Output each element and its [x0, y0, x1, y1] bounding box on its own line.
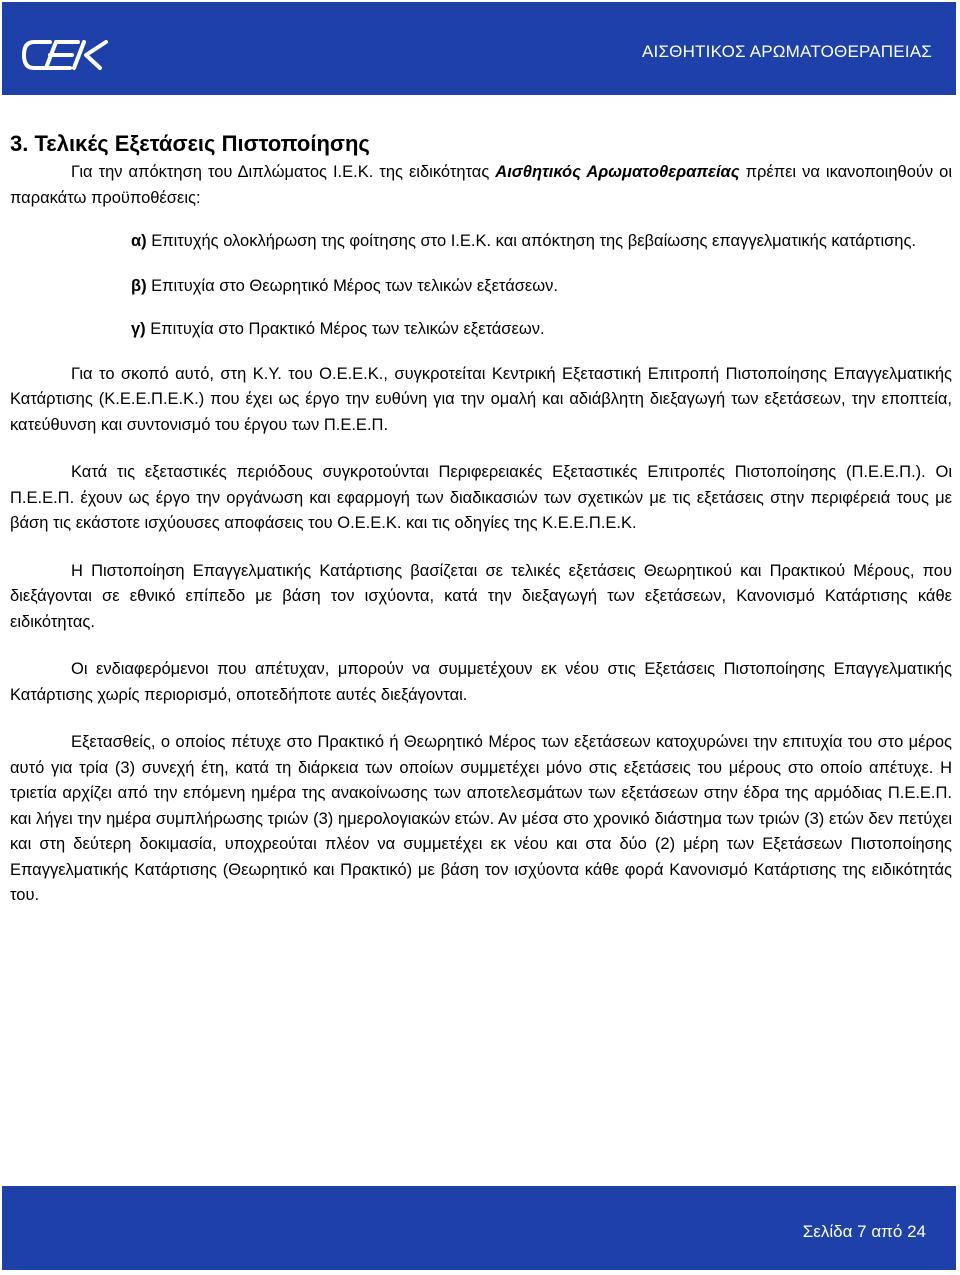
header-title: ΑΙΣΘΗΤΙΚΟΣ ΑΡΩΜΑΤΟΘΕΡΑΠΕΙΑΣ: [641, 42, 932, 61]
page-header: [0, 0, 958, 97]
list-marker: γ): [131, 320, 146, 338]
paragraph-regional-committees: Κατά τις εξεταστικές περιόδους συγκροτούνται Περιφερειακές Εξεταστικές Επιτροπές Πιστοποίησης (Π.Ε.Ε.Π.). Οι Π.Ε.Ε.Π. έχουν ως έργο την οργάνωση και εφαρμογή των διαδικασιών των σχετικών με τις εξετάσεις στην περιφέρειά τους με βάση τις εκάστοτε ισχύουσες αποφάσεις του Ο.Ε.Ε.Κ. και τις οδηγίες της Κ.Ε.Ε.Π.Ε.Κ.: [10, 463, 952, 532]
intro-text-end: πρέπει να ικανοποιηθούν οι παρακάτω προϋποθέσεις:: [10, 163, 952, 207]
list-item-text: Επιτυχία στο Πρακτικό Μέρος των τελικών εξετάσεων.: [145, 320, 545, 338]
list-item-b: [10, 274, 952, 300]
page-footer: [0, 1180, 958, 1272]
paragraph-certification: Η Πιστοποίηση Επαγγελματικής Κατάρτισης βασίζεται σε τελικές εξετάσεις Θεωρητικού και Πρακτικού Μέρους, που διεξάγονται σε εθνικό επίπεδο με βάση τον ισχύοντα, κατά την διεξαγωγή των εξετάσεων, Κανονισμό Κατάρτισης κάθε ειδικότητας.: [10, 561, 952, 631]
intro-text: Για την απόκτηση του Διπλώματος Ι.Ε.Κ. της ειδικότητας: [71, 163, 496, 181]
list-item-c: [10, 317, 952, 343]
list-marker: β): [131, 276, 147, 295]
paragraph-retake: Οι ενδιαφερόμενοι που απέτυχαν, μπορούν να συμμετέχουν εκ νέου στις Εξετάσεις Πιστοποίησης Επαγγελματικής Κατάρτισης χωρίς περιορισμό, οποτεδήποτε αυτές διεξάγονται.: [10, 660, 952, 704]
intro-paragraph: [10, 160, 952, 211]
list-marker: α): [131, 232, 147, 250]
document-body: [10, 128, 952, 909]
page-number: Σελίδα 7 από 24: [802, 1222, 926, 1241]
paragraph-retention: Εξετασθείς, ο οποίος πέτυχε στο Πρακτικό ή Θεωρητικό Μέρος των εξετάσεων κατοχυρώνει την επιτυχία του στο μέρος αυτό για τρία (3) συνεχή έτη, κατά τη διάρκεια των οποίων συμμετέχει μόνο στις εξετάσεις του μέρους στο οποίο απέτυχε. Η τριετία αρχίζει από την επόμενη ημέρα της ανακοίνωσης των αποτελεσμάτων των εξετάσεων στην έδρα της αρμόδιας Π.Ε.Ε.Π. και λήγει την ημέρα συμπλήρωσης τριών (3) ημερολογιακών ετών. Αν μέσα στο χρονικό διάστημα των τριών (3) ετών δεν πετύχει και στη δεύτερη δοκιμασία, υποχρεούται πλέον να συμμετέχει εκ νέου και στα δύο (2) μέρη των Εξετάσεων Πιστοποίησης Επαγγελματικής Κατάρτισης (Θεωρητικό και Πρακτικό) με βάση τον ισχύοντα κάθε φορά Κανονισμό Κατάρτισης της ειδικότητάς του.: [10, 733, 952, 904]
specialty-name: Αισθητικός Αρωματοθεραπείας: [495, 163, 740, 181]
section-title: 3. Τελικές Εξετάσεις Πιστοποίησης: [10, 131, 370, 156]
list-item-text: Επιτυχής ολοκλήρωση της φοίτησης στο Ι.Ε.Κ. και απόκτηση της βεβαίωσης επαγγελματικής κατάρτισης.: [146, 232, 917, 250]
oeek-logo: [20, 36, 116, 74]
list-item-a: [10, 229, 952, 255]
list-item-text: Επιτυχία στο Θεωρητικό Μέρος των τελικών εξετάσεων.: [146, 276, 558, 295]
paragraph-committee: Για το σκοπό αυτό, στη Κ.Υ. του Ο.Ε.Ε.Κ., συγκροτείται Κεντρική Εξεταστική Επιτροπή Πιστοποίησης Επαγγελματικής Κατάρτισης (Κ.Ε.Ε.Π.Ε.Κ.) που έχει ως έργο την ευθύνη για την ομαλή και αδιάβλητη διεξαγωγή των εξετάσεων, την εποπτεία, κατεύθυνση και συντονισμό του έργου των Π.Ε.Ε.Π.: [10, 364, 952, 434]
